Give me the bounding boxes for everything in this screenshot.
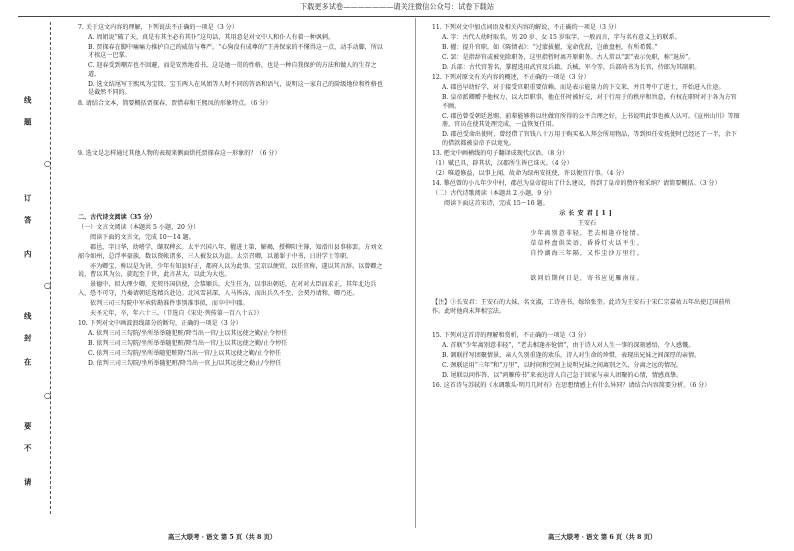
binding-label: 订 (23, 194, 33, 202)
binding-label: 线 (23, 96, 33, 104)
binding-label: 要 (23, 422, 33, 430)
poem-title: 示长安君[1] (559, 210, 615, 218)
question: 8. 请结合文本，简要概括贾探春、贾惜春和王熙凤的形象特点。（6 分） (78, 99, 272, 107)
question: 13. 把文中画横线的句子翻译成现代汉语。（8 分） (432, 150, 569, 158)
question: 12. 下列对原文有关内容的概述，不正确的一项是（3 分） (432, 74, 590, 82)
subsection: （2）唯道修益，以事上闻，故命为绿州安抚使，许以便宜行事。（4 分） (432, 170, 628, 178)
question: 7. 关于这文内容的理解，下列说法不正确的一项是（3 分） (78, 24, 238, 31)
question: 10. 下列对文中画波浪线部分的断句，正确的一项是（3 分） (78, 320, 242, 328)
option: A. 依判三司三勾院/坐所举举随犯赃/降当出一官/上以其远使之勤/止令停任 (88, 330, 288, 338)
option: D. 选文结尾写王熙凤为宝钗、宝玉两人在风姐等人时不同的答语和语气，说明这一家自己的阶级地位和性格也是截然不同的。 (88, 80, 383, 97)
left-column (78, 24, 388, 370)
question: 14. 黎邑曾的小儿年少中村，郡邑为皇帝提出了什么建议，得到了皇帝的赞许和采纳？请简要概括。（3 分） (432, 180, 721, 188)
option: A. 周姐说“破了天，真是有其主必有其仆”这句话，其用意是对文中人和仆人有着一种讽刺。 (88, 34, 335, 41)
binding-margin (6, 18, 56, 518)
subsection: （1）赋已具，辟其状，汉郡所生皆已诛灭。（4 分） (432, 160, 573, 168)
binding-label: 题 (23, 118, 33, 126)
question: 15. 下列对这首诗的理解和赏析，不正确的一项是（3 分） (432, 332, 590, 340)
option: D. 郡邑受命出使时，曾经借了官钱八十万用于购买私人拜会所用物品，等到担任安抚使时已经还了一半，余下的借款都被皇帝予以宽免。 (442, 131, 737, 147)
option: B. 贾探春在脚中痛痛力推护自己的威信与尊严。“心狗没有成尊的”王善保家的不懂得这一点，动手动脚，所以才挨这一巴掌。 (88, 44, 383, 60)
paragraph: 依判三司三勾院中军承转勘准件事别准事拟，而卒中中郡。 (90, 299, 249, 307)
option: C. 依判三司三勾院/坐所举随犯赃降/当出一官/上以其远使之勤/止令停任 (88, 350, 282, 358)
binding-label: 线 (23, 312, 33, 320)
option: B. 依判三司三勾院/坐所举举随犯赃/降当出一官/上以其远使之勤/止令停任 (88, 340, 288, 348)
section-heading: 二、古代诗文阅读（35 分） (78, 214, 156, 222)
question: 11. 下列对文中加点词语及相关内容的解说，不正确的一项是（3 分） (432, 24, 621, 31)
binding-dashed-line (50, 22, 51, 514)
binding-label: 在 (23, 358, 33, 366)
option: C. 颈联运用“三年”和“万里”，以时间和空间上说明兄妹之间离别之久、分离之远的情况。 (442, 362, 683, 370)
option: D. 尾联以问作答，以“鸿雁传书”来表达诗人自己急于回家与亲人团聚的心情，情感真挚。 (442, 372, 683, 380)
option: C. 郡邑曾受朝廷恩赐，前辈能够将以往做官所得的公平合理之好，上书说明此事也被人认可。《宣州山川》等图册，官员在使其处理完成，一直恢复任用。 (442, 112, 740, 129)
paragraph: 亦为卿宝、称以是为讲，少年有知县好正，都府人以为此事。宝京以便贸，以任官称，遂以其言辞。以曾卿之说，曹以其为公，旋起至于世，此言甚大，以此为大也。 (78, 262, 383, 279)
poem-line: 自怜湖海三年隔，又作尘沙万里行。 (530, 250, 644, 258)
paragraph: 景德中，拟大理少卿，充契丹国信使，会恭顺兵，大生任为，以事出朝廷，在对对大臣而求正，其年北边兵入，恐不可守，乃奏请朝廷选精兵赴边。北风雪甚深，人马皆冻，而出兵久不至，会契丹请和，卿乃还。 (78, 281, 377, 297)
option: A. 首联“少年离别意非轻”，“老去相逢亦怆情”，由于诗人对人生一事的深刻感悟，令人感慨。 (442, 342, 695, 350)
page-footer-right: 高三大联考 · 语文 第 6 页（共 8 页） (548, 534, 657, 541)
option: B. 颔联抒写团聚情景，亲人久别重逢的欢乐，诗人对生命的珍惜，表现出兄妹之间深厚的亲情。 (442, 352, 701, 360)
binding-label: 内 (23, 250, 33, 258)
question: 9. 选文是怎样通过其他人物的表现来侧面烘托贾探春这一形象的？（6 分） (78, 150, 281, 158)
option: D. 依判三司三勾院/坐所举随犯赃/降当出一官上/以其远使之勤止/令停任 (88, 360, 282, 368)
subsection: （一）文言文阅读（本题共 5 小题，20 分） (78, 224, 200, 232)
question: 16. 这首诗与苏轼的《水调歌头·明月几时有》在思想情感上有什么异同？请结合内容简要分析。（6 分） (432, 382, 711, 390)
option: C. 迎春受到嘲弄也不回避，而是安然地看书，这是她一贯的性格，也是一种自我保护的方法和做人的生存之道。 (88, 62, 377, 78)
page-footer-left: 高三大联考 · 语文 第 5 页（共 8 页） (168, 534, 277, 541)
option: A. 字：古代人幼时取名，男 20 岁、女 15 岁取字，一般而言，字与名有意义上的联系。 (442, 34, 681, 41)
binding-label: 请 (23, 478, 33, 486)
subsection: （二）古代诗歌阅读（本题共 2 小题，9 分） (432, 190, 556, 198)
poem-line: 欲问后期何日是，寄书应见雁南征。 (530, 274, 644, 282)
option: B. 皇帝派卿赠予他权力，以大臣职事，他在任时被好交，对于行用于的秩序和旨意，有权在职时对于各为方官不顾。 (442, 94, 737, 110)
option: B. 擢：提升官职。如《陈情表》：“过蒙拔擢，宠命优渥，岂敢盘桓，有所希冀。” (442, 44, 658, 51)
binding-label: 答 (23, 216, 33, 224)
poem-author: 王安石 (577, 220, 597, 228)
header-rule (18, 16, 770, 17)
poem-line: 草草杯盘供笑语，昏昏灯火话平生。 (530, 240, 644, 248)
binding-circle-mark: ○ (44, 391, 51, 400)
column-divider (415, 18, 416, 528)
paragraph: 天圣元年，卒，年六十三。（节选自《宋史·列传第一百八十五》） (90, 309, 263, 317)
binding-label: 封 (23, 334, 33, 342)
option: C. 罢：是指辞官或被免除职务，这里指暂时离开原职务。古人常以“罢”表示免职，称“退居”。 (442, 54, 695, 61)
binding-circle-mark: ○ (44, 159, 51, 168)
option: D. 兵部：古代官署名，掌握选用武官及兵籍、兵械、军令等，兵部尚书为长官，侍郎为其副职。 (442, 64, 701, 71)
paragraph: 阅读下面的文言文，完成 10～14 题。 (90, 234, 195, 242)
footnote: 【注】①长安君：王安石的大妹，名文淑，工诗善书，嫁给张奎。此诗为王安石于宋仁宗嘉祐五年出使辽国前所作。此时他尚未拜相宝法。 (432, 299, 731, 315)
paragraph: 郡邑，字日华，幼嗜学，缬双稗玄。太平兴国八年，擢进士第，解褐，授柳阳主簿，知滑川县事移罢。方刘文韶今如州，总浮率豪族，数以资帐诸多，三人被发以为盗。太宗召卿，以谨罪于中书，日讲学士等职。 (78, 244, 383, 260)
binding-label: 不 (23, 444, 33, 452)
poem-line: 少年离别意非轻，老去相逢亦怆情。 (530, 230, 644, 238)
paragraph: 阅读下面这首宋诗，完成 15～16 题。 (444, 200, 549, 208)
right-column (432, 24, 742, 392)
binding-circle-mark: ○ (44, 281, 51, 290)
page-header: 下载更多试卷———————请关注微信公众号：试卷下载站 (299, 2, 495, 11)
option: A. 郡邑早幼好学，对于接受官职重要信赖。而是表示能量力的下交来，并且考中了进士，开始进入仕途。 (442, 84, 725, 92)
